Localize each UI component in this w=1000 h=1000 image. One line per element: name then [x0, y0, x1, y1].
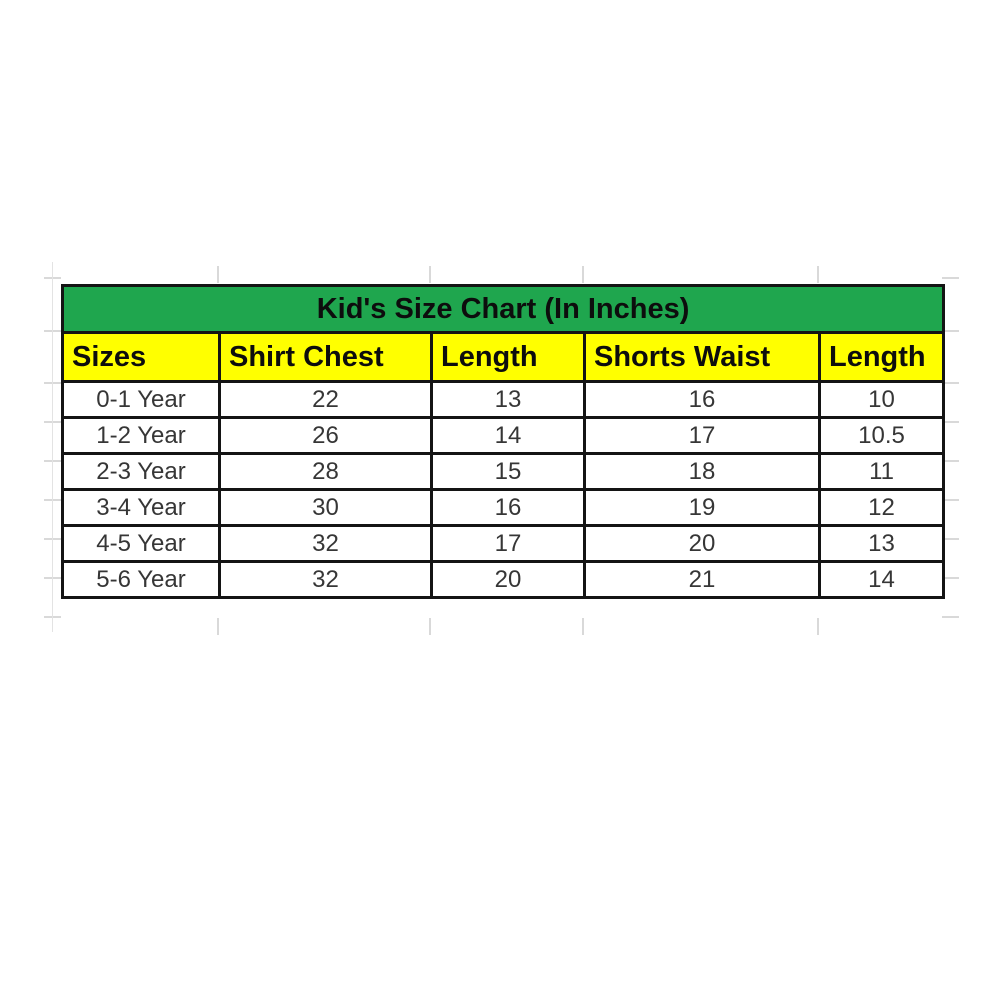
- shorts-length-cell: 14: [820, 562, 944, 598]
- table-row: [63, 562, 944, 598]
- title-row: [63, 286, 944, 333]
- column-header-shorts-waist: Shorts Waist: [585, 333, 820, 382]
- gridline: [582, 266, 584, 283]
- gridline: [817, 618, 819, 635]
- gridline: [52, 262, 53, 632]
- table-row: [63, 382, 944, 418]
- table-row: [63, 490, 944, 526]
- gridline: [942, 616, 959, 618]
- shorts-length-cell: 11: [820, 454, 944, 490]
- shirt-chest-cell: 28: [220, 454, 432, 490]
- size-label-cell: 1-2 Year: [63, 418, 220, 454]
- shirt-length-cell: 17: [432, 526, 585, 562]
- table-row: [63, 418, 944, 454]
- shirt-length-cell: 16: [432, 490, 585, 526]
- shorts-length-cell: 13: [820, 526, 944, 562]
- gridline: [429, 618, 431, 635]
- column-header-sizes: Sizes: [63, 333, 220, 382]
- size-label-cell: 2-3 Year: [63, 454, 220, 490]
- size-label-cell: 5-6 Year: [63, 562, 220, 598]
- gridline: [217, 266, 219, 283]
- gridline: [817, 266, 819, 283]
- size-label-cell: 0-1 Year: [63, 382, 220, 418]
- column-header-shirt-length: Length: [432, 333, 585, 382]
- gridline: [942, 277, 959, 279]
- column-header-shirt-chest: Shirt Chest: [220, 333, 432, 382]
- shirt-chest-cell: 32: [220, 526, 432, 562]
- shirt-length-cell: 20: [432, 562, 585, 598]
- table-row: [63, 454, 944, 490]
- shorts-length-cell: 12: [820, 490, 944, 526]
- column-header-shorts-length: Length: [820, 333, 944, 382]
- shorts-waist-cell: 17: [585, 418, 820, 454]
- shirt-length-cell: 13: [432, 382, 585, 418]
- table-row: [63, 526, 944, 562]
- shirt-chest-cell: 32: [220, 562, 432, 598]
- shorts-waist-cell: 21: [585, 562, 820, 598]
- size-chart-table: [61, 284, 945, 599]
- shorts-length-cell: 10: [820, 382, 944, 418]
- column-header-row: [63, 333, 944, 382]
- size-label-cell: 3-4 Year: [63, 490, 220, 526]
- shirt-chest-cell: 30: [220, 490, 432, 526]
- shorts-waist-cell: 18: [585, 454, 820, 490]
- table-title: Kid's Size Chart (In Inches): [63, 286, 944, 333]
- shirt-chest-cell: 26: [220, 418, 432, 454]
- gridline: [582, 618, 584, 635]
- shorts-waist-cell: 16: [585, 382, 820, 418]
- shirt-length-cell: 15: [432, 454, 585, 490]
- shorts-length-cell: 10.5: [820, 418, 944, 454]
- gridline: [429, 266, 431, 283]
- shirt-length-cell: 14: [432, 418, 585, 454]
- shorts-waist-cell: 19: [585, 490, 820, 526]
- shorts-waist-cell: 20: [585, 526, 820, 562]
- shirt-chest-cell: 22: [220, 382, 432, 418]
- size-label-cell: 4-5 Year: [63, 526, 220, 562]
- gridline: [217, 618, 219, 635]
